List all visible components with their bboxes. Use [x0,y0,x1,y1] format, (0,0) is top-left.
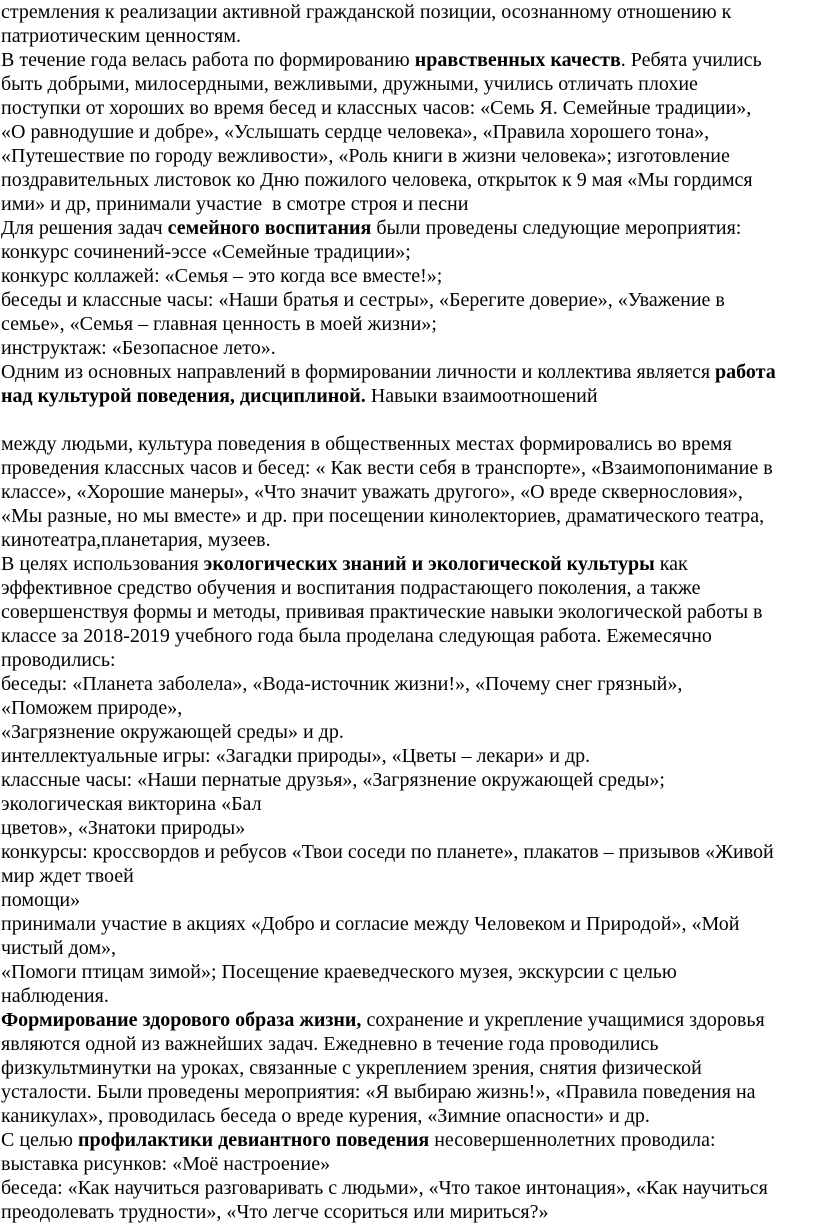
text-run: «Поможем природе», [1,697,183,719]
text-run: инструктаж: «Безопасное лето». [1,337,276,359]
text-line [1,672,682,696]
text-run: «О равнодушие и добре», «Услышать сердце человека», «Правила хорошего тона», [1,121,710,143]
text-line [1,288,725,312]
text-line [1,720,344,744]
text-line [1,48,762,72]
text-line [1,888,80,912]
text-run: патриотическим ценностям. [1,25,242,47]
text-line [1,528,271,552]
text-run: являются одной из важнейших задач. Ежедневно в течение года проводились [1,1033,659,1055]
text-run: помощи» [1,889,81,911]
text-run: преодолевать трудности», «Что легче ссориться или мириться?» [1,1201,549,1223]
text-line [1,960,677,984]
text-run: интеллектуальные игры: «Загадки природы», «Цветы – лекари» и др. [1,745,591,767]
text-line [1,1152,330,1176]
bold-text-run: Формирование здорового образа жизни, [1,1009,362,1031]
text-run: В целях использования [1,553,204,575]
text-line [1,240,411,264]
text-line [1,72,698,96]
text-line [1,1032,659,1056]
text-line [1,1128,716,1152]
text-run: «Мы разные, но мы вместе» и др. при посещении кинолекториев, драматического театра, [1,505,765,527]
text-run: цветов», «Знатоки природы» [1,817,246,839]
text-run: стремления к реализации активной гражданской позиции, осознанному отношению к [1,1,732,23]
text-line [1,192,468,216]
text-run: наблюдения. [1,985,109,1007]
text-line [1,864,134,888]
text-run: мир ждет твоей [1,865,134,887]
text-run: были проведены следующие мероприятия: [371,217,742,239]
text-run: классные часы: «Наши пернатые друзья», «Загрязнение окружающей среды»; [1,769,665,791]
text-line [1,912,739,936]
text-line [1,480,743,504]
text-run: проведения классных часов и бесед: « Как вести себя в транспорте», «Взаимопонимание в [1,457,773,479]
text-run: физкультминутки на уроках, связанные с укреплением зрения, снятия физической [1,1057,702,1079]
text-run: совершенствуя формы и методы, прививая практические навыки экологической работы в [1,601,763,623]
text-line [1,1176,768,1200]
text-run: «Загрязнение окружающей среды» и др. [1,721,344,743]
text-line [1,24,241,48]
text-line [1,96,751,120]
bold-text-run: нравственных качеств [414,49,621,71]
text-line [1,0,731,24]
text-run: семье», «Семья – главная ценность в моей жизни»; [1,313,437,335]
text-line [1,936,116,960]
text-line [1,1200,548,1224]
text-line [1,744,590,768]
text-run: эффективное средство обучения и воспитания подрастающего поколения, а также [1,577,701,599]
text-run: чистый дом», [1,937,116,959]
text-run: конкурсы: кроссвордов и ребусов «Твои соседи по планете», плакатов – призывов «Живой [1,841,774,863]
text-run: С целью [1,1129,78,1151]
text-line [1,768,665,792]
text-run: «Путешествие по городу вежливости», «Роль книги в жизни человека»; изготовление [1,145,730,167]
text-line [1,216,741,240]
text-run: сохранение и укрепление учащимися здоровья [361,1009,765,1031]
text-line [1,576,700,600]
text-run: конкурс сочинений-эссе «Семейные традиции»; [1,241,411,263]
text-line [1,984,109,1008]
text-line [1,1056,702,1080]
text-line [1,816,245,840]
text-line [1,696,182,720]
text-run: Одним из основных направлений в формировании личности и коллектива является [1,361,716,383]
text-line [1,792,262,816]
text-run: конкурс коллажей: «Семья – это когда все вместе!»; [1,265,443,287]
text-run: поздравительных листовок ко Дню пожилого человека, открыток к 9 мая «Мы гордимся [1,169,753,191]
text-run: «Помоги птицам зимой»; Посещение краеведческого музея, экскурсии с целью [1,961,677,983]
text-run: Для решения задач [1,217,168,239]
text-run: В течение года велась работа по формированию [1,49,415,71]
text-run: Навыки взаимоотношений [365,385,598,407]
text-run: ими» и др, принимали участие в смотре строя и песни [1,193,469,215]
text-run: классе», «Хорошие манеры», «Что значит уважать другого», «О вреде сквернословия», [1,481,743,503]
text-run: беседы: «Планета заболела», «Вода-источник жизни!», «Почему снег грязный», [1,673,683,695]
text-line [1,120,709,144]
text-run: поступки от хороших во время бесед и классных часов: «Семь Я. Семейные традиции», [1,97,752,119]
text-run: несовершеннолетних проводила: [429,1129,716,1151]
text-run: классе за 2018-2019 учебного года была проделана следующая работа. Ежемесячно [1,625,712,647]
text-line [1,168,753,192]
text-line [1,360,776,384]
text-line [1,312,437,336]
bold-text-run: работа [715,361,776,383]
text-line [1,1080,756,1104]
text-run: быть добрыми, милосердными, вежливыми, дружными, учились отличать плохие [1,73,698,95]
text-line [1,624,712,648]
text-line [1,1008,765,1032]
text-line [1,1104,650,1128]
text-line [1,384,598,408]
text-line [1,432,732,456]
text-run: каникулах», проводилась беседа о вреде курения, «Зимние опасности» и др. [1,1105,650,1127]
text-line [1,264,442,288]
text-run: усталости. Были проведены мероприятия: «Я выбираю жизнь!», «Правила поведения на [1,1081,756,1103]
bold-text-run: профилактики девиантного поведения [77,1129,430,1151]
text-line [1,840,774,864]
text-line [1,648,116,672]
text-run: . Ребята учились [620,49,762,71]
text-line [1,456,773,480]
text-run: выставка рисунков: «Моё настроение» [1,1153,331,1175]
text-line [1,144,730,168]
text-line [1,504,764,528]
text-line [1,600,762,624]
text-run: проводились: [1,649,116,671]
bold-text-run: над культурой поведения, дисциплиной. [1,385,366,407]
text-run: беседы и классные часы: «Наши братья и сестры», «Берегите доверие», «Уважение в [1,289,725,311]
text-run: как [654,553,688,575]
text-line [1,552,688,576]
text-line [1,336,276,360]
text-run: беседа: «Как научиться разговаривать с людьми», «Что такое интонация», «Как научиться [1,1177,768,1199]
text-run: принимали участие в акциях «Добро и согласие между Человеком и Природой», «Мой [1,913,740,935]
text-run: экологическая викторина «Бал [1,793,262,815]
text-run: кинотеатра,планетария, музеев. [1,529,271,551]
bold-text-run: экологических знаний и экологической культуры [203,553,655,575]
text-run: между людьми, культура поведения в общественных местах формировались во время [1,433,732,455]
bold-text-run: семейного воспитания [167,217,372,239]
